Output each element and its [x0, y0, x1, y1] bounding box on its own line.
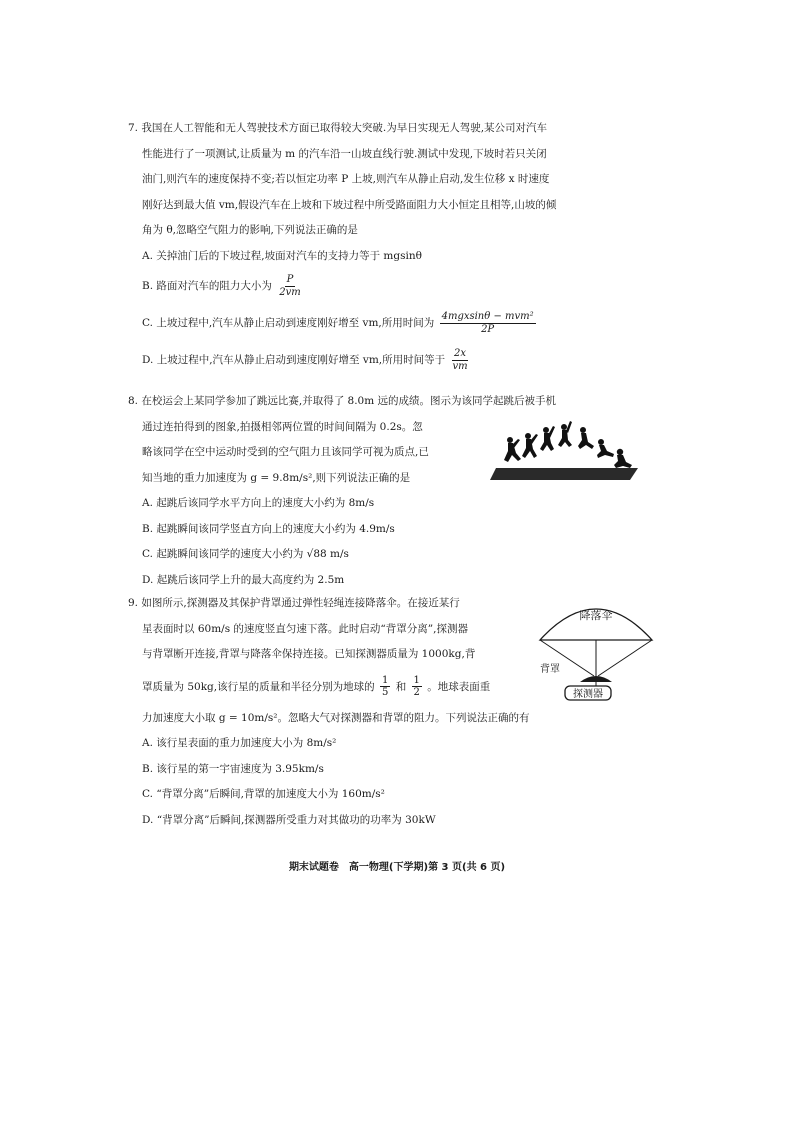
question-7	[128, 116, 658, 377]
q8-stem-line: 8. 在校运会上某同学参加了跳远比赛,并取得了 8.0m 远的成绩。图示为该同学起跳后被手机	[128, 395, 557, 407]
q7-option-b	[128, 269, 658, 303]
q8-option-d: D. 起跳后该同学上升的最大高度约为 2.5m	[142, 573, 345, 586]
q7-option-c	[128, 303, 658, 343]
q8-stem-line: 通过连拍得到的图象,拍摄相邻两位置的时间间隔为 0.2s。忽	[142, 420, 423, 433]
q9-option-b: B. 该行星的第一宇宙速度为 3.95km/s	[142, 762, 324, 775]
parachute-figure	[536, 596, 656, 706]
q7-stem-line: 刚好达到最大值 vm,假设汽车在上坡和下坡过程中所受路面阻力大小恒定且相等,山坡的倾	[142, 198, 557, 211]
q7-option-d-fraction	[450, 348, 469, 372]
q8-option-a: A. 起跳后该同学水平方向上的速度大小约为 8m/s	[142, 497, 375, 509]
q9-stem-line: 力加速度大小取 g = 10m/s²。忽略大气对探测器和背罩的阻力。下列说法正确的有	[142, 711, 530, 724]
q7-stem-line: 角为 θ,忽略空气阻力的影响,下列说法正确的是	[142, 224, 358, 236]
q7-option-d-text: D. 上坡过程中,汽车从静止启动到速度刚好增至 vm,所用时间等于	[142, 354, 446, 366]
fraction-denominator: vm	[452, 360, 468, 372]
q9-line4-text: 。地球表面重	[427, 680, 491, 693]
fraction-numerator: 4mgxsinθ − mvm²	[441, 311, 534, 322]
q7-option-c-fraction	[440, 311, 536, 335]
q9-option-c: C. “背罩分离”后瞬间,背罩的加速度大小为 160m/s²	[142, 788, 385, 800]
q7-option-d	[128, 343, 658, 377]
q9-stem-line: 9. 如图所示,探测器及其保护背罩通过弹性轻绳连接降落伞。在接近某行	[128, 597, 460, 609]
q9-radius-fraction	[412, 675, 422, 699]
q7-stem-line: 7. 我国在人工智能和无人驾驶技术方面已取得较大突破.为早日实现无人驾驶,某公司对汽车	[128, 122, 548, 134]
q7-option-b-text: B. 路面对汽车的阻力大小为	[142, 280, 272, 292]
parachute-diagram	[536, 596, 656, 706]
q8-option-c: C. 起跳瞬间该同学的速度大小约为 √88 m/s	[142, 548, 349, 560]
q9-stem-line: 星表面时以 60m/s 的速度竖直匀速下落。此时启动“背罩分离”,探测器	[142, 622, 468, 635]
q7-option-c-text: C. 上坡过程中,汽车从静止启动到速度刚好增至 vm,所用时间为	[142, 317, 435, 329]
fraction-denominator: 2	[413, 687, 420, 698]
q8-stem-line: 知当地的重力加速度为 g = 9.8m/s²,则下列说法正确的是	[142, 471, 411, 484]
q9-option-d: D. “背罩分离”后瞬间,探测器所受重力对其做功的功率为 30kW	[142, 813, 436, 826]
parachute-label: 降落伞	[579, 609, 613, 622]
q9-stem-line: 与背罩断开连接,背罩与降落伞保持连接。已知探测器质量为 1000kg,背	[142, 648, 476, 660]
q8-stem-line: 略该同学在空中运动时受到的空气阻力且该同学可视为质点,已	[142, 446, 429, 458]
q7-stem-line: 油门,则汽车的速度保持不变;若以恒定功率 P 上坡,则汽车从静止启动,发生位移 x 时速度	[142, 173, 550, 185]
fraction-denominator: 5	[381, 687, 389, 698]
page-footer: 期末试题卷 高一物理(下学期)第 3 页(共 6 页)	[288, 862, 506, 873]
fraction-denominator: 2P	[481, 323, 495, 335]
fraction-numerator: 1	[381, 674, 389, 686]
long-jump-figure	[490, 418, 640, 484]
backshell-label: 背罩	[540, 664, 560, 675]
probe-label: 探测器	[573, 689, 603, 700]
fraction-numerator: 1	[413, 674, 420, 686]
q8-option-b: B. 起跳瞬间该同学竖直方向上的速度大小约为 4.9m/s	[142, 522, 395, 535]
fraction-numerator: 2x	[454, 348, 467, 359]
q9-line4-text: 和	[395, 680, 407, 693]
fraction-numerator: P	[286, 274, 294, 285]
long-jump-silhouettes	[490, 418, 640, 484]
q9-option-a: A. 该行星表面的重力加速度大小为 8m/s²	[142, 737, 337, 749]
q9-line4-text: 罩质量为 50kg,该行星的质量和半径分别为地球的	[142, 680, 375, 693]
fraction-denominator: 2vm	[279, 286, 301, 298]
q7-option-b-fraction	[277, 274, 303, 298]
q7-option-a: A. 关掉油门后的下坡过程,坡面对汽车的支持力等于 mgsinθ	[142, 249, 422, 262]
q7-stem-line: 性能进行了一项测试,让质量为 m 的汽车沿一山坡直线行驶.测试中发现,下坡时若只关闭	[142, 147, 547, 160]
q9-mass-fraction	[380, 675, 390, 699]
